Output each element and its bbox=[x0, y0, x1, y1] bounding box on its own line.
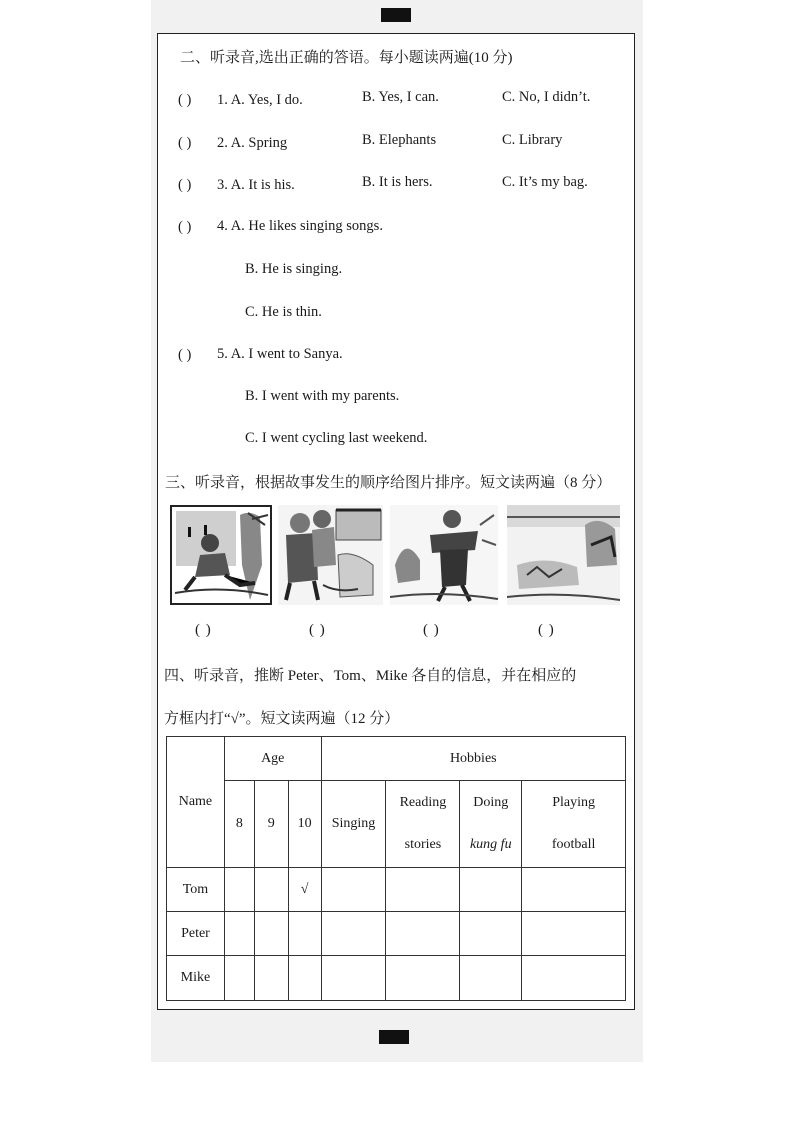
answer-paren[interactable]: ( ) bbox=[178, 92, 192, 108]
hobby-label: kung fu bbox=[469, 837, 512, 852]
table-row bbox=[167, 956, 626, 1001]
check-cell[interactable] bbox=[460, 956, 522, 1001]
check-cell[interactable]: √ bbox=[288, 868, 321, 912]
hobby-label: Reading bbox=[399, 795, 447, 810]
hobby-kungfu-header bbox=[460, 781, 522, 868]
section4-title-line1: 四、听录音，推断 Peter、Tom、Mike 各自的信息，并在相应的 bbox=[164, 668, 577, 684]
check-cell[interactable] bbox=[224, 912, 254, 956]
check-cell[interactable] bbox=[522, 956, 626, 1001]
check-cell[interactable] bbox=[288, 912, 321, 956]
option-c: C. No, I didn’t. bbox=[502, 89, 591, 105]
option-c: C. It’s my bag. bbox=[502, 174, 588, 190]
section3-title: 三、听录音，根据故事发生的顺序给图片排序。短文读两遍（8 分） bbox=[165, 475, 612, 491]
option-c: C. I went cycling last weekend. bbox=[245, 430, 428, 446]
check-cell[interactable] bbox=[460, 912, 522, 956]
hobby-label: Singing bbox=[331, 816, 376, 831]
age-8-header: 8 bbox=[224, 781, 254, 868]
check-cell[interactable] bbox=[386, 912, 460, 956]
hobby-label: stories bbox=[404, 837, 442, 852]
check-cell[interactable] bbox=[321, 956, 386, 1001]
option-c: C. Library bbox=[502, 132, 563, 148]
story-picture-4 bbox=[507, 505, 620, 605]
check-cell[interactable] bbox=[321, 912, 386, 956]
hobbies-header: Hobbies bbox=[321, 737, 625, 781]
check-cell[interactable] bbox=[224, 868, 254, 912]
section2-title: 二、听录音,选出正确的答语。每小题读两遍(10 分) bbox=[180, 50, 513, 66]
check-cell[interactable] bbox=[254, 868, 288, 912]
hobby-singing-header bbox=[321, 781, 386, 868]
row-name: Tom bbox=[167, 868, 225, 912]
check-cell[interactable] bbox=[522, 868, 626, 912]
row-name: Mike bbox=[167, 956, 225, 1001]
story-picture-3 bbox=[390, 505, 498, 605]
picture-4-order-blank[interactable]: ( ) bbox=[538, 622, 555, 638]
age-header: Age bbox=[224, 737, 321, 781]
option-b: B. He is singing. bbox=[245, 261, 343, 277]
check-cell[interactable] bbox=[386, 956, 460, 1001]
option-a: 1. A. Yes, I do. bbox=[217, 92, 303, 108]
check-cell[interactable] bbox=[522, 912, 626, 956]
info-table bbox=[166, 736, 626, 1001]
section4-title-line2: 方框内打“√”。短文读两遍（12 分） bbox=[164, 711, 400, 727]
story-picture-2 bbox=[278, 505, 383, 605]
hobby-football-header bbox=[522, 781, 626, 868]
picture-3-order-blank[interactable]: ( ) bbox=[423, 622, 440, 638]
option-b: B. It is hers. bbox=[362, 174, 433, 190]
table-row bbox=[167, 912, 626, 956]
check-cell[interactable] bbox=[460, 868, 522, 912]
answer-paren[interactable]: ( ) bbox=[178, 177, 192, 193]
bottom-alignment-marker bbox=[379, 1030, 409, 1044]
check-cell[interactable] bbox=[254, 912, 288, 956]
option-b: B. Elephants bbox=[362, 132, 437, 148]
option-a: 3. A. It is his. bbox=[217, 177, 295, 193]
picture-2-order-blank[interactable]: ( ) bbox=[309, 622, 326, 638]
answer-paren[interactable]: ( ) bbox=[178, 219, 192, 235]
table-row bbox=[167, 868, 626, 912]
top-alignment-marker bbox=[381, 8, 411, 22]
row-name: Peter bbox=[167, 912, 225, 956]
answer-paren[interactable]: ( ) bbox=[178, 135, 192, 151]
check-cell[interactable] bbox=[321, 868, 386, 912]
age-10-header: 10 bbox=[288, 781, 321, 868]
check-cell[interactable] bbox=[386, 868, 460, 912]
option-b: B. I went with my parents. bbox=[245, 388, 400, 404]
age-9-header: 9 bbox=[254, 781, 288, 868]
answer-paren[interactable]: ( ) bbox=[178, 347, 192, 363]
option-a: 4. A. He likes singing songs. bbox=[217, 218, 383, 234]
hobby-label: Doing bbox=[473, 795, 509, 810]
check-cell[interactable] bbox=[254, 956, 288, 1001]
hobby-label: football bbox=[551, 837, 596, 852]
hobby-reading-header bbox=[386, 781, 460, 868]
option-c: C. He is thin. bbox=[245, 304, 322, 320]
picture-1-order-blank[interactable]: ( ) bbox=[195, 622, 212, 638]
check-cell[interactable] bbox=[288, 956, 321, 1001]
option-b: B. Yes, I can. bbox=[362, 89, 439, 105]
story-picture-1 bbox=[170, 505, 272, 605]
hobby-label: Playing bbox=[552, 795, 595, 810]
option-a: 5. A. I went to Sanya. bbox=[217, 346, 343, 362]
name-header: Name bbox=[167, 737, 225, 868]
check-cell[interactable] bbox=[224, 956, 254, 1001]
option-a: 2. A. Spring bbox=[217, 135, 288, 151]
